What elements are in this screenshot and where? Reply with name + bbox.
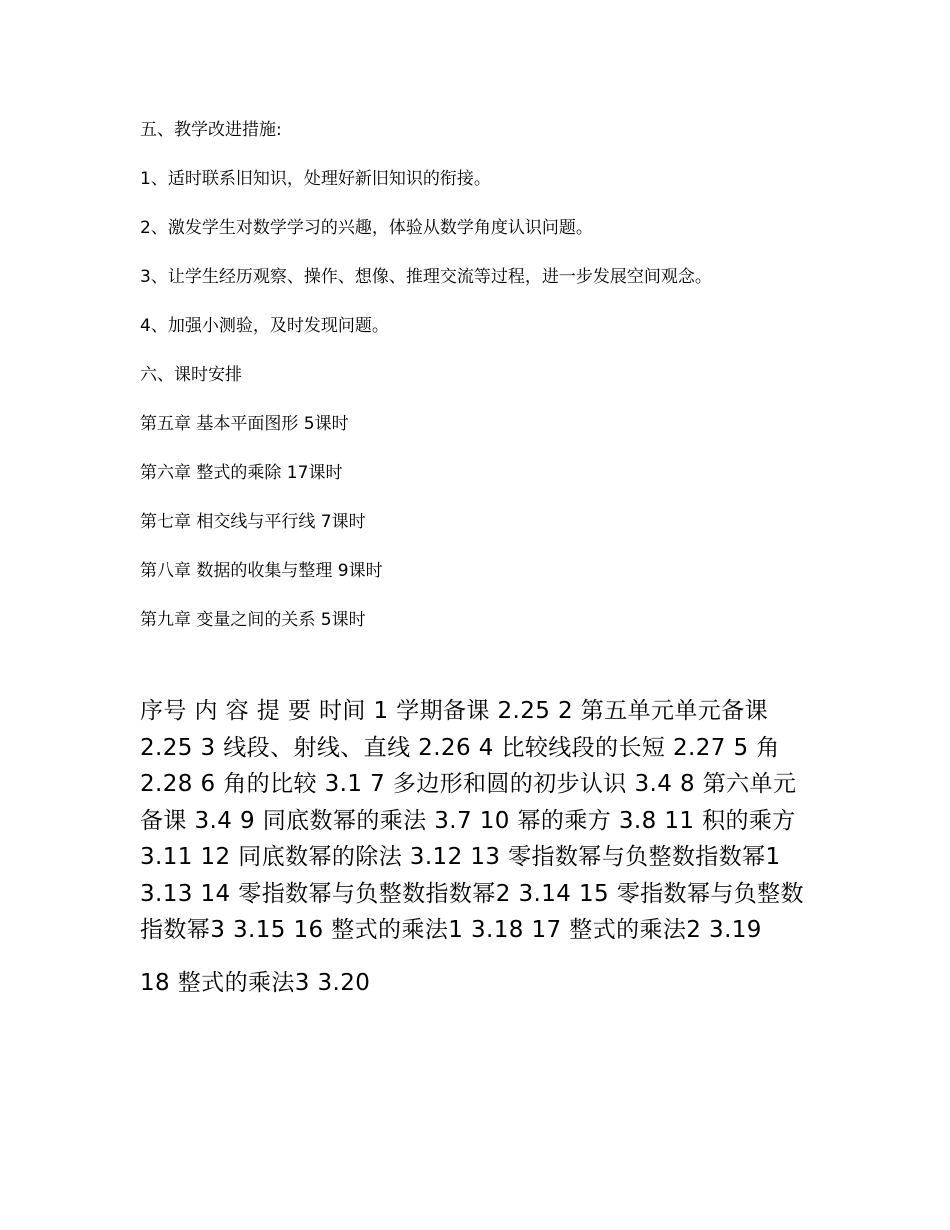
plan-section (140, 118, 815, 657)
chapter-line-7: 第七章 相交线与平行线 7课时 (140, 512, 366, 532)
chapter-line-5: 第五章 基本平面图形 5课时 (140, 414, 349, 434)
section-heading-schedule: 六、课时安排 (140, 365, 242, 385)
schedule-last-line: 18 整式的乘法3 3.20 (140, 969, 371, 996)
section-heading-improvement: 五、教学改进措施: (140, 120, 282, 140)
chapter-line-9: 第九章 变量之间的关系 5课时 (140, 610, 366, 630)
measure-item-3: 3、让学生经历观察、操作、想像、推理交流等过程，进一步发展空间观念。 (140, 267, 712, 287)
schedule-flowed-text: 序号 内 容 提 要 时间 1 学期备课 2.25 2 第五单元单元备课 2.25 3 线段、射线、直线 2.26 4 比较线段的长短 2.27 5 角 2.28 6 角的比较 3.1 7 多边形和圆的初步认识 3.4 8 第六单元备课 3.4 9 同底数幂的乘法 3.7 10 幂的乘方 3.8 11 积的乘方 3.11 12 同底数幂的除法 3.12 13 零指数幂与负整数指数幂1 3.13 14 零指数幂与负整数指数幂2 3.14 15 零指数幂与负整数指数幂3 3.15 16 整式的乘法1 3.18 17 整式的乘法2 3.19 (140, 698, 804, 943)
measure-item-2: 2、激发学生对数学学习的兴趣，体验从数学角度认识问题。 (140, 218, 593, 238)
schedule-table-text (140, 693, 815, 1001)
chapter-line-6: 第六章 整式的乘除 17课时 (140, 463, 343, 483)
measure-item-1: 1、适时联系旧知识，处理好新旧知识的衔接。 (140, 169, 491, 189)
chapter-line-8: 第八章 数据的收集与整理 9课时 (140, 561, 383, 581)
measure-item-4: 4、加强小测验，及时发现问题。 (140, 316, 389, 336)
